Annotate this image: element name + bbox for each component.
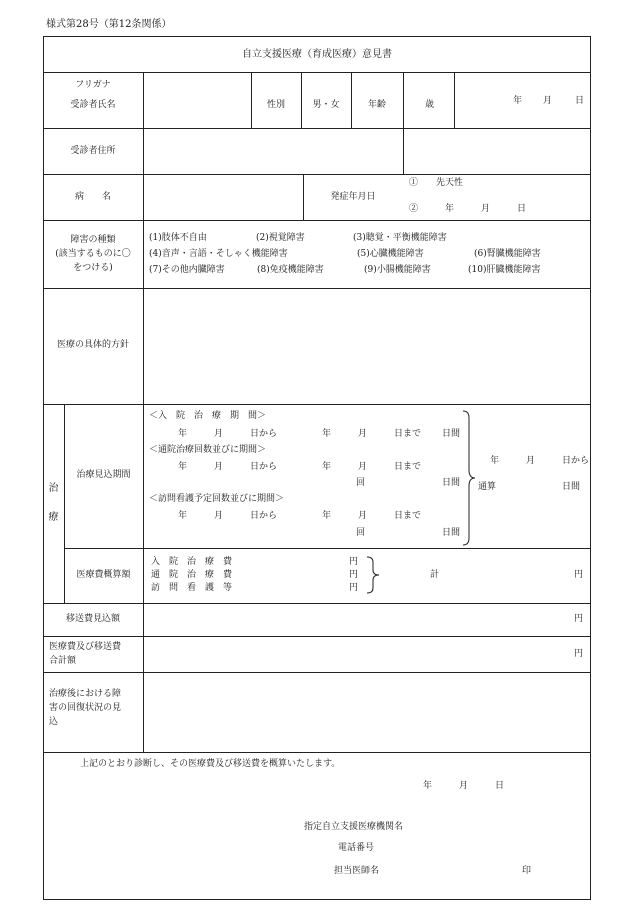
rule bbox=[43, 752, 591, 753]
outpatient-to: 年 月 日まで bbox=[322, 462, 422, 472]
outpatient-count: 回 bbox=[356, 478, 366, 488]
onset-option-congenital: ① 先天性 bbox=[409, 178, 464, 188]
form-number: 様式第28号（第12条関係） bbox=[46, 19, 172, 30]
rule bbox=[43, 672, 591, 673]
rule bbox=[43, 72, 591, 73]
rule bbox=[454, 72, 455, 128]
policy-label: 医療の具体的方針 bbox=[56, 340, 129, 350]
disability-option: (10)肝臓機能障害 bbox=[468, 265, 541, 275]
disability-option: (1)肢体不自由 bbox=[149, 233, 207, 243]
institution-label: 指定自立支援医療機関名 bbox=[304, 822, 404, 832]
rule bbox=[43, 220, 591, 221]
rule bbox=[43, 128, 591, 129]
doctor-label: 担当医師名 bbox=[334, 866, 380, 876]
cost-yen: 円 bbox=[349, 570, 359, 580]
outpatient-from: 年 月 日から bbox=[178, 462, 278, 472]
rule bbox=[43, 174, 591, 175]
rule bbox=[43, 603, 591, 604]
cost-brace bbox=[366, 556, 380, 594]
visit-from: 年 月 日から bbox=[178, 511, 278, 521]
inpatient-heading: ＜入 院 治 療 期 間＞ bbox=[149, 411, 267, 421]
rule bbox=[351, 72, 352, 128]
period-total-days: 日間 bbox=[562, 482, 581, 492]
period-label: 治療見込期間 bbox=[76, 470, 131, 480]
period-total-label: 通算 bbox=[478, 482, 497, 492]
disability-option: (4)音声・言語・そしゃく機能障害 bbox=[149, 249, 288, 259]
age-unit: 歳 bbox=[425, 100, 435, 110]
birth-year: 年 bbox=[513, 96, 523, 106]
rule bbox=[43, 636, 591, 637]
birth-day: 日 bbox=[575, 96, 585, 106]
disability-option: (8)免疫機能障害 bbox=[257, 265, 324, 275]
sex-options: 男・女 bbox=[312, 100, 340, 110]
visit-count: 回 bbox=[356, 528, 366, 538]
cost-item-outpatient: 通 院 治 療 費 bbox=[151, 570, 233, 580]
rule bbox=[251, 72, 252, 128]
disability-option: (7)その他内臓障害 bbox=[149, 265, 225, 275]
disability-option: (5)心臓機能障害 bbox=[357, 249, 424, 259]
transport-label: 移送費見込額 bbox=[65, 614, 120, 624]
footer-statement: 上記のとおり診断し、その医療費及び移送費を概算いたします。 bbox=[80, 759, 341, 769]
visit-days: 日間 bbox=[442, 528, 461, 538]
cost-item-visit: 訪 問 看 護 等 bbox=[151, 583, 233, 593]
disability-label-2: (該当するものに〇 bbox=[55, 249, 131, 259]
disability-option: (3)聴覚・平衡機能障害 bbox=[353, 233, 447, 243]
onset-option-date: ② 年 月 日 bbox=[409, 204, 527, 214]
age-label: 年齢 bbox=[367, 100, 386, 110]
cost-sum-yen: 円 bbox=[574, 570, 584, 580]
seal-mark: 印 bbox=[522, 866, 532, 876]
recovery-label-3: 込 bbox=[49, 717, 59, 727]
rule bbox=[43, 404, 591, 405]
total-cost-yen: 円 bbox=[574, 649, 584, 659]
disability-option: (2)視覚障害 bbox=[256, 233, 305, 243]
visit-nursing-heading: ＜訪問看護予定回数並びに期間＞ bbox=[149, 494, 285, 504]
disability-label-3: をつける) bbox=[73, 263, 113, 273]
period-total-from: 年 月 日から bbox=[490, 456, 590, 466]
period-brace bbox=[462, 410, 476, 546]
rule bbox=[301, 72, 302, 128]
cost-item-inpatient: 入 院 治 療 費 bbox=[151, 557, 233, 567]
form-title: 自立支援医療（育成医療）意見書 bbox=[242, 49, 392, 60]
cost-yen: 円 bbox=[349, 557, 359, 567]
inpatient-from: 年 月 日から bbox=[178, 429, 278, 439]
disability-label-1: 障害の種類 bbox=[70, 235, 116, 245]
disability-option: (9)小腸機能障害 bbox=[364, 265, 431, 275]
outpatient-days: 日間 bbox=[442, 478, 461, 488]
sex-label: 性別 bbox=[266, 100, 285, 110]
phone-label: 電話番号 bbox=[338, 843, 375, 853]
form-frame bbox=[43, 36, 591, 900]
rule bbox=[143, 72, 144, 752]
cost-yen: 円 bbox=[349, 583, 359, 593]
transport-yen: 円 bbox=[574, 614, 584, 624]
birth-month: 月 bbox=[543, 96, 553, 106]
inpatient-days: 日間 bbox=[442, 429, 461, 439]
cost-label: 医療費概算額 bbox=[76, 570, 131, 580]
total-cost-label-2: 合計額 bbox=[49, 656, 77, 666]
address-label: 受診者住所 bbox=[70, 146, 116, 156]
rule bbox=[403, 72, 404, 174]
inpatient-to: 年 月 日まで bbox=[322, 429, 422, 439]
furigana-label: フリガナ bbox=[75, 80, 111, 90]
disease-label: 病 名 bbox=[74, 192, 111, 202]
outpatient-heading: ＜通院治療回数並びに期間＞ bbox=[149, 445, 267, 455]
treatment-side-label-2: 療 bbox=[48, 512, 59, 523]
treatment-side-label-1: 治 bbox=[48, 483, 59, 494]
patient-name-label: 受診者氏名 bbox=[70, 100, 116, 110]
total-cost-label-1: 医療費及び移送費 bbox=[49, 642, 122, 652]
recovery-label-2: 害の回復状況の見 bbox=[49, 703, 122, 713]
visit-to: 年 月 日まで bbox=[322, 511, 422, 521]
onset-date-label: 発症年月日 bbox=[330, 192, 376, 202]
cost-sum-label: 計 bbox=[430, 570, 440, 580]
disability-option: (6)腎臓機能障害 bbox=[474, 249, 541, 259]
rule bbox=[43, 288, 591, 289]
footer-date: 年 月 日 bbox=[423, 781, 505, 791]
recovery-label-1: 治療後における障 bbox=[49, 689, 122, 699]
